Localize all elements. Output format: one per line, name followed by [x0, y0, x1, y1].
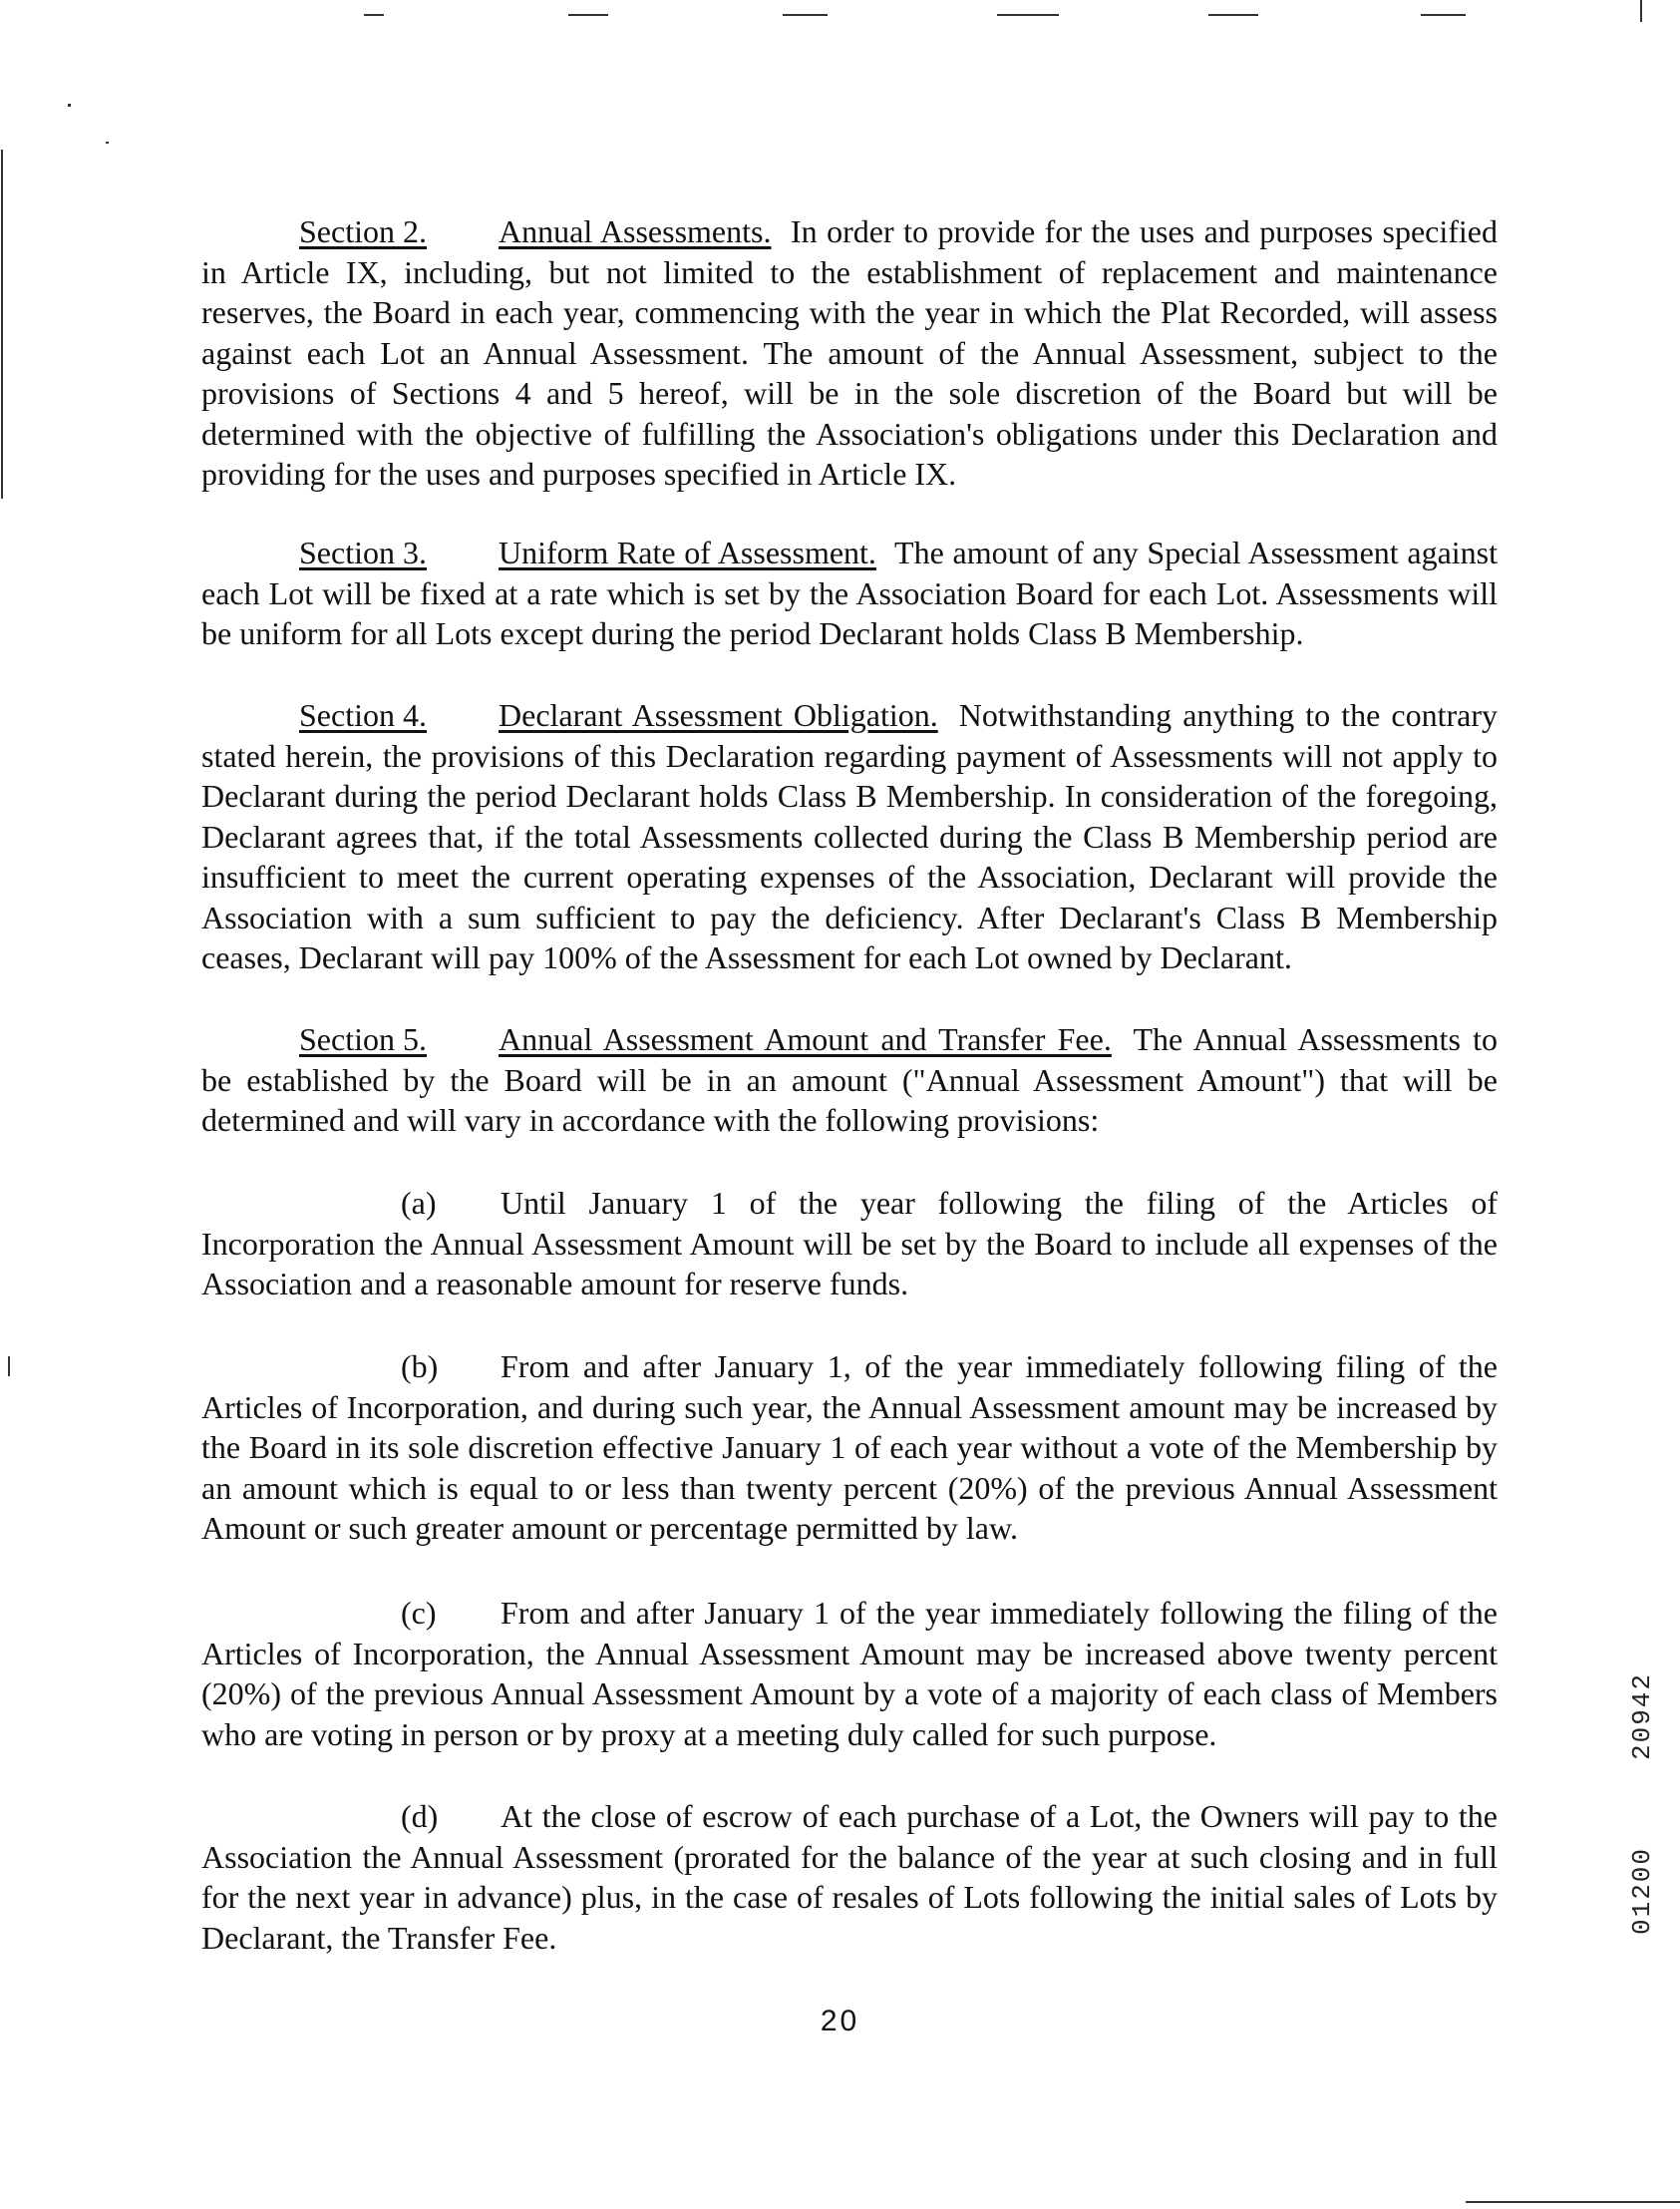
section-body: The Annual Assessments to be established by the Board will be in an amount ("Annual Assessment Amount") that will be determined and will vary in accordance with the following provisions: [201, 1021, 1499, 1138]
section-title: Uniform Rate of Assessment. [499, 535, 876, 570]
subparagraph-body: From and after January 1 of the year immediately following the filing of the Articles of Incorporation, the Annual Assessment Amount may be increased above twenty percent (20%) of the previous Annual Assessment Amount by a vote of a majority of each class of Members who are voting in person or by proxy at a meeting duly called for such purpose. [201, 1595, 1498, 1752]
section-body: The amount of any Special Assessment against each Lot will be fixed at a rate which is set by the Association Board for each Lot. Assessments will be uniform for all Lots except during the period Declarant holds Class B Membership. [201, 535, 1499, 651]
section-2-paragraph [201, 211, 1498, 495]
subparagraph-body: From and after January 1, of the year immediately following filing of the Articles of Incorporation, and during such year, the Annual Assessment amount may be increased by the Board in its sole discretion effective January 1 of each year without a vote of the Membership by an amount which is equal to or less than twenty percent (20%) of the previous Annual Assessment Amount or such greater amount or percentage permitted by law. [201, 1348, 1498, 1546]
section-3-paragraph [201, 533, 1498, 654]
subparagraph-letter: (b) [401, 1348, 439, 1384]
section-body: Notwithstanding anything to the contrary stated herein, the provisions of this Declaration regarding payment of Assessments will not apply to Declarant during the period Declarant holds Class B Membership. In consideration of the foregoing, Declarant agrees that, if the total Assessments collected during the Class B Membership period are insufficient to meet the current operating expenses of the Association, Declarant will provide the Association with a sum sufficient to pay the deficiency. After Declarant's Class B Membership ceases, Declarant will pay 100% of the Assessment for each Lot owned by Declarant. [201, 697, 1499, 975]
subparagraph-letter: (c) [401, 1595, 437, 1631]
scan-mark [106, 142, 109, 144]
section-title: Declarant Assessment Obligation. [499, 697, 938, 733]
subparagraph-letter: (a) [401, 1185, 437, 1221]
subparagraph-b [201, 1346, 1498, 1549]
subparagraph-body: At the close of escrow of each purchase of a Lot, the Owners will pay to the Association the Annual Assessment (prorated for the balance of the year at such closing and in full for the next year in advance) plus, in the case of resales of Lots following the initial sales of Lots by Declarant, the Transfer Fee. [201, 1798, 1498, 1956]
scan-mark [1421, 14, 1466, 16]
subparagraph-a [201, 1183, 1498, 1304]
section-title: Annual Assessment Amount and Transfer Fee. [499, 1021, 1112, 1057]
subparagraph-d [201, 1796, 1498, 1958]
section-heading: Section 4. [299, 697, 427, 733]
section-body: In order to provide for the uses and purposes specified in Article IX, including, but not limited to the establishment of replacement and maintenance reserves, the Board in each year, commencing with the year in which the Plat Recorded, will assess against each Lot an Annual Assessment. The amount of the Annual Assessment, subject to the provisions of Sections 4 and 5 hereof, will be in the sole discretion of the Board but will be determined with the objective of fulfilling the Association's obligations under this Declaration and providing for the uses and purposes specified in Article IX. [201, 213, 1499, 492]
section-heading: Section 3. [299, 535, 427, 570]
recording-stamp-bottom: 01200 [1627, 1846, 1657, 1935]
scan-mark [1, 150, 3, 499]
scan-mark [1640, 0, 1642, 22]
section-heading: Section 2. [299, 213, 427, 249]
section-5-paragraph [201, 1019, 1498, 1141]
section-4-paragraph [201, 695, 1498, 978]
scan-mark [364, 14, 384, 16]
scan-mark [783, 14, 828, 16]
subparagraph-c [201, 1593, 1498, 1754]
section-heading: Section 5. [299, 1021, 427, 1057]
scan-mark [1208, 14, 1258, 16]
page-number: 20 [820, 2005, 860, 2037]
scan-mark [1466, 2201, 1680, 2203]
subparagraph-body: Until January 1 of the year following the filing of the Articles of Incorporation the Annual Assessment Amount will be set by the Board to include all expenses of the Association and a reasonable amount for reserve funds. [201, 1185, 1498, 1301]
scan-mark [68, 104, 71, 107]
subparagraph-letter: (d) [401, 1798, 439, 1834]
scan-mark [997, 14, 1059, 16]
scan-mark [8, 1356, 10, 1376]
recording-stamp-top: 20942 [1627, 1671, 1657, 1760]
scan-mark [568, 14, 608, 16]
section-title: Annual Assessments. [499, 213, 772, 249]
